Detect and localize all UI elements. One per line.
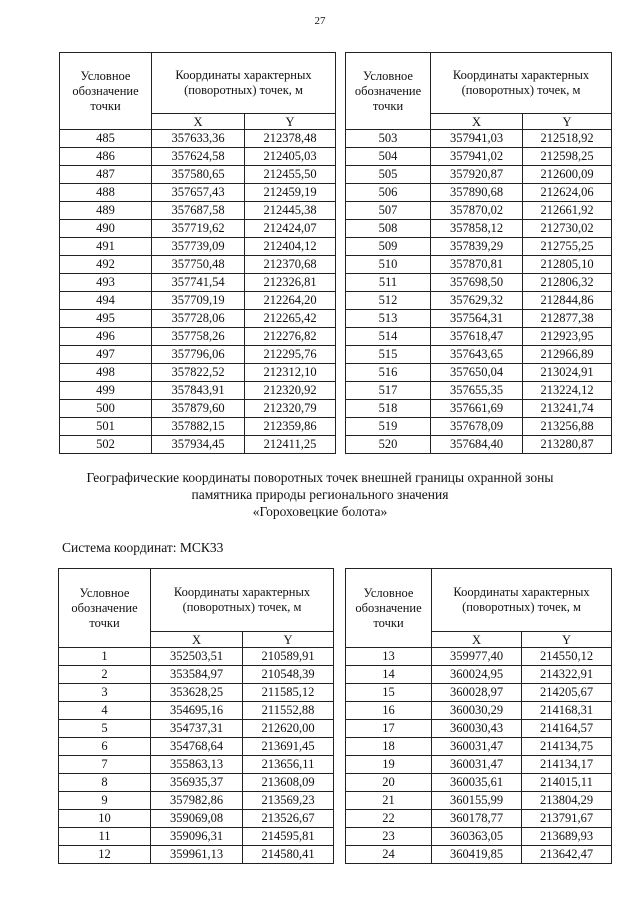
point-id-cell: 24	[346, 846, 432, 864]
y-coordinate-cell: 213224,12	[523, 382, 612, 400]
section-title-line-1: Географические координаты поворотных точек внешней границы охранной зоны	[86, 470, 554, 485]
table-row	[60, 256, 336, 274]
y-coordinate-cell: 212411,25	[245, 436, 336, 454]
header-point-label: Условное обозначение точки	[60, 53, 152, 130]
section-title	[0, 469, 640, 520]
point-id-cell: 7	[59, 756, 151, 774]
y-coordinate-cell: 213024,91	[523, 364, 612, 382]
table-row	[346, 702, 612, 720]
y-coordinate-cell: 212445,38	[245, 202, 336, 220]
x-coordinate-cell: 357709,19	[152, 292, 245, 310]
x-coordinate-cell: 357629,32	[431, 292, 523, 310]
x-coordinate-cell: 357655,35	[431, 382, 523, 400]
table-row	[60, 166, 336, 184]
x-coordinate-cell: 357858,12	[431, 220, 523, 238]
coordinates-table-4	[345, 568, 612, 864]
y-coordinate-cell: 213280,87	[523, 436, 612, 454]
y-coordinate-cell: 213642,47	[522, 846, 612, 864]
table-row	[346, 220, 612, 238]
point-id-cell: 495	[60, 310, 152, 328]
header-x: X	[431, 114, 523, 130]
table-row	[346, 684, 612, 702]
point-id-cell: 503	[346, 130, 431, 148]
y-coordinate-cell: 212730,02	[523, 220, 612, 238]
point-id-cell: 10	[59, 810, 151, 828]
y-coordinate-cell: 212320,92	[245, 382, 336, 400]
x-coordinate-cell: 357870,81	[431, 256, 523, 274]
table-row	[59, 666, 334, 684]
x-coordinate-cell: 357920,87	[431, 166, 523, 184]
point-id-cell: 492	[60, 256, 152, 274]
y-coordinate-cell: 212598,25	[523, 148, 612, 166]
table-row	[60, 274, 336, 292]
point-id-cell: 2	[59, 666, 151, 684]
point-id-cell: 494	[60, 292, 152, 310]
point-id-cell: 485	[60, 130, 152, 148]
table-row	[346, 666, 612, 684]
x-coordinate-cell: 360363,05	[432, 828, 522, 846]
table-row	[346, 292, 612, 310]
header-coords-label: Координаты характерных (поворотных) точек, м	[151, 569, 334, 632]
y-coordinate-cell: 212620,00	[243, 720, 334, 738]
header-y: Y	[243, 632, 334, 648]
point-id-cell: 16	[346, 702, 432, 720]
point-id-cell: 505	[346, 166, 431, 184]
point-id-cell: 487	[60, 166, 152, 184]
y-coordinate-cell: 212424,07	[245, 220, 336, 238]
table-row	[59, 828, 334, 846]
x-coordinate-cell: 360419,85	[432, 846, 522, 864]
x-coordinate-cell: 357758,26	[152, 328, 245, 346]
y-coordinate-cell: 212755,25	[523, 238, 612, 256]
x-coordinate-cell: 357741,54	[152, 274, 245, 292]
point-id-cell: 17	[346, 720, 432, 738]
y-coordinate-cell: 212806,32	[523, 274, 612, 292]
table-row	[346, 184, 612, 202]
table-row	[346, 738, 612, 756]
y-coordinate-cell: 212312,10	[245, 364, 336, 382]
table-row	[59, 684, 334, 702]
y-coordinate-cell: 210589,91	[243, 648, 334, 666]
x-coordinate-cell: 354737,31	[151, 720, 243, 738]
header-point-label: Условное обозначение точки	[346, 569, 432, 648]
point-id-cell: 4	[59, 702, 151, 720]
point-id-cell: 510	[346, 256, 431, 274]
x-coordinate-cell: 360030,43	[432, 720, 522, 738]
x-coordinate-cell: 360024,95	[432, 666, 522, 684]
point-id-cell: 15	[346, 684, 432, 702]
y-coordinate-cell: 211552,88	[243, 702, 334, 720]
x-coordinate-cell: 357941,02	[431, 148, 523, 166]
y-coordinate-cell: 212265,42	[245, 310, 336, 328]
point-id-cell: 517	[346, 382, 431, 400]
x-coordinate-cell: 353628,25	[151, 684, 243, 702]
table-row	[60, 238, 336, 256]
point-id-cell: 497	[60, 346, 152, 364]
point-id-cell: 500	[60, 400, 152, 418]
table-row	[60, 310, 336, 328]
y-coordinate-cell: 213804,29	[522, 792, 612, 810]
point-id-cell: 508	[346, 220, 431, 238]
table-row	[60, 202, 336, 220]
coordinates-table-3	[58, 568, 334, 864]
y-coordinate-cell: 212404,12	[245, 238, 336, 256]
y-coordinate-cell: 214134,17	[522, 756, 612, 774]
point-id-cell: 520	[346, 436, 431, 454]
table-row	[60, 364, 336, 382]
point-id-cell: 504	[346, 148, 431, 166]
section-title-line-3: «Гороховецкие болота»	[252, 504, 388, 519]
x-coordinate-cell: 357719,62	[152, 220, 245, 238]
point-id-cell: 1	[59, 648, 151, 666]
table-row	[59, 774, 334, 792]
x-coordinate-cell: 357739,09	[152, 238, 245, 256]
x-coordinate-cell: 354695,16	[151, 702, 243, 720]
table-row	[59, 738, 334, 756]
header-y: Y	[523, 114, 612, 130]
x-coordinate-cell: 357678,09	[431, 418, 523, 436]
y-coordinate-cell: 214550,12	[522, 648, 612, 666]
point-id-cell: 486	[60, 148, 152, 166]
y-coordinate-cell: 213791,67	[522, 810, 612, 828]
x-coordinate-cell: 357796,06	[152, 346, 245, 364]
point-id-cell: 513	[346, 310, 431, 328]
x-coordinate-cell: 360035,61	[432, 774, 522, 792]
y-coordinate-cell: 213241,74	[523, 400, 612, 418]
x-coordinate-cell: 360155,99	[432, 792, 522, 810]
header-point-label: Условное обозначение точки	[59, 569, 151, 648]
header-y: Y	[522, 632, 612, 648]
header-point-label: Условное обозначение точки	[346, 53, 431, 130]
x-coordinate-cell: 357687,58	[152, 202, 245, 220]
table-row	[60, 148, 336, 166]
table-row	[346, 828, 612, 846]
table-row	[346, 756, 612, 774]
point-id-cell: 490	[60, 220, 152, 238]
y-coordinate-cell: 212320,79	[245, 400, 336, 418]
x-coordinate-cell: 357941,03	[431, 130, 523, 148]
y-coordinate-cell: 212405,03	[245, 148, 336, 166]
x-coordinate-cell: 355863,13	[151, 756, 243, 774]
x-coordinate-cell: 357564,31	[431, 310, 523, 328]
point-id-cell: 501	[60, 418, 152, 436]
point-id-cell: 11	[59, 828, 151, 846]
point-id-cell: 23	[346, 828, 432, 846]
y-coordinate-cell: 212459,19	[245, 184, 336, 202]
x-coordinate-cell: 357657,43	[152, 184, 245, 202]
x-coordinate-cell: 356935,37	[151, 774, 243, 792]
x-coordinate-cell: 359961,13	[151, 846, 243, 864]
x-coordinate-cell: 357650,04	[431, 364, 523, 382]
point-id-cell: 514	[346, 328, 431, 346]
x-coordinate-cell: 357618,47	[431, 328, 523, 346]
coordinate-system: Система координат: МСК33	[62, 540, 224, 555]
y-coordinate-cell: 212359,86	[245, 418, 336, 436]
x-coordinate-cell: 357870,02	[431, 202, 523, 220]
point-id-cell: 6	[59, 738, 151, 756]
table-row	[60, 292, 336, 310]
point-id-cell: 489	[60, 202, 152, 220]
y-coordinate-cell: 212624,06	[523, 184, 612, 202]
table-row	[346, 310, 612, 328]
point-id-cell: 491	[60, 238, 152, 256]
table-row	[60, 220, 336, 238]
point-id-cell: 493	[60, 274, 152, 292]
y-coordinate-cell: 212600,09	[523, 166, 612, 184]
table-row	[346, 792, 612, 810]
y-coordinate-cell: 214164,57	[522, 720, 612, 738]
table-row	[59, 792, 334, 810]
y-coordinate-cell: 212518,92	[523, 130, 612, 148]
x-coordinate-cell: 357728,06	[152, 310, 245, 328]
point-id-cell: 499	[60, 382, 152, 400]
y-coordinate-cell: 212295,76	[245, 346, 336, 364]
header-y: Y	[245, 114, 336, 130]
y-coordinate-cell: 212661,92	[523, 202, 612, 220]
table-row	[60, 400, 336, 418]
y-coordinate-cell: 212966,89	[523, 346, 612, 364]
y-coordinate-cell: 212276,82	[245, 328, 336, 346]
y-coordinate-cell: 212844,86	[523, 292, 612, 310]
header-x: X	[152, 114, 245, 130]
y-coordinate-cell: 214168,31	[522, 702, 612, 720]
header-coords-label: Координаты характерных (поворотных) точек, м	[432, 569, 612, 632]
point-id-cell: 512	[346, 292, 431, 310]
y-coordinate-cell: 214322,91	[522, 666, 612, 684]
x-coordinate-cell: 357822,52	[152, 364, 245, 382]
y-coordinate-cell: 213526,67	[243, 810, 334, 828]
table-row	[60, 382, 336, 400]
y-coordinate-cell: 210548,39	[243, 666, 334, 684]
section-title-line-2: памятника природы регионального значения	[191, 487, 449, 502]
point-id-cell: 18	[346, 738, 432, 756]
y-coordinate-cell: 213691,45	[243, 738, 334, 756]
table-row	[60, 184, 336, 202]
coordinates-table-2	[345, 52, 612, 454]
point-id-cell: 502	[60, 436, 152, 454]
y-coordinate-cell: 212264,20	[245, 292, 336, 310]
y-coordinate-cell: 213656,11	[243, 756, 334, 774]
table-row	[346, 774, 612, 792]
y-coordinate-cell: 213608,09	[243, 774, 334, 792]
table-row	[346, 720, 612, 738]
header-x: X	[432, 632, 522, 648]
y-coordinate-cell: 214015,11	[522, 774, 612, 792]
point-id-cell: 14	[346, 666, 432, 684]
y-coordinate-cell: 212326,81	[245, 274, 336, 292]
point-id-cell: 22	[346, 810, 432, 828]
table-row	[346, 382, 612, 400]
point-id-cell: 516	[346, 364, 431, 382]
y-coordinate-cell: 214580,41	[243, 846, 334, 864]
point-id-cell: 488	[60, 184, 152, 202]
table-row	[59, 756, 334, 774]
x-coordinate-cell: 357580,65	[152, 166, 245, 184]
point-id-cell: 507	[346, 202, 431, 220]
y-coordinate-cell: 214134,75	[522, 738, 612, 756]
x-coordinate-cell: 357934,45	[152, 436, 245, 454]
table-row	[346, 400, 612, 418]
point-id-cell: 8	[59, 774, 151, 792]
x-coordinate-cell: 360178,77	[432, 810, 522, 828]
point-id-cell: 20	[346, 774, 432, 792]
point-id-cell: 5	[59, 720, 151, 738]
table-row	[346, 274, 612, 292]
table-row	[59, 846, 334, 864]
table-row	[346, 130, 612, 148]
x-coordinate-cell: 357624,58	[152, 148, 245, 166]
x-coordinate-cell: 357843,91	[152, 382, 245, 400]
x-coordinate-cell: 357839,29	[431, 238, 523, 256]
table-row	[60, 130, 336, 148]
x-coordinate-cell: 359069,08	[151, 810, 243, 828]
x-coordinate-cell: 360030,29	[432, 702, 522, 720]
point-id-cell: 515	[346, 346, 431, 364]
table-row	[346, 418, 612, 436]
x-coordinate-cell: 357633,36	[152, 130, 245, 148]
point-id-cell: 13	[346, 648, 432, 666]
y-coordinate-cell: 214205,67	[522, 684, 612, 702]
y-coordinate-cell: 212370,68	[245, 256, 336, 274]
page-number: 27	[314, 15, 326, 27]
x-coordinate-cell: 357982,86	[151, 792, 243, 810]
y-coordinate-cell: 212455,50	[245, 166, 336, 184]
header-coords-label: Координаты характерных (поворотных) точек, м	[152, 53, 336, 114]
x-coordinate-cell: 357684,40	[431, 436, 523, 454]
x-coordinate-cell: 357750,48	[152, 256, 245, 274]
x-coordinate-cell: 353584,97	[151, 666, 243, 684]
table-row	[346, 346, 612, 364]
x-coordinate-cell: 357661,69	[431, 400, 523, 418]
point-id-cell: 496	[60, 328, 152, 346]
header-coords-label: Координаты характерных (поворотных) точек, м	[431, 53, 612, 114]
x-coordinate-cell: 360028,97	[432, 684, 522, 702]
table-row	[346, 238, 612, 256]
point-id-cell: 509	[346, 238, 431, 256]
y-coordinate-cell: 212805,10	[523, 256, 612, 274]
y-coordinate-cell: 213689,93	[522, 828, 612, 846]
x-coordinate-cell: 352503,51	[151, 648, 243, 666]
table-row	[346, 810, 612, 828]
y-coordinate-cell: 213256,88	[523, 418, 612, 436]
x-coordinate-cell: 360031,47	[432, 738, 522, 756]
table-row	[59, 702, 334, 720]
table-row	[60, 328, 336, 346]
table-row	[346, 648, 612, 666]
header-x: X	[151, 632, 243, 648]
y-coordinate-cell: 211585,12	[243, 684, 334, 702]
table-row	[59, 810, 334, 828]
y-coordinate-cell: 214595,81	[243, 828, 334, 846]
table-row	[60, 436, 336, 454]
point-id-cell: 498	[60, 364, 152, 382]
table-row	[346, 256, 612, 274]
x-coordinate-cell: 354768,64	[151, 738, 243, 756]
y-coordinate-cell: 212923,95	[523, 328, 612, 346]
point-id-cell: 19	[346, 756, 432, 774]
x-coordinate-cell: 359096,31	[151, 828, 243, 846]
table-row	[346, 148, 612, 166]
table-row	[346, 202, 612, 220]
point-id-cell: 519	[346, 418, 431, 436]
point-id-cell: 506	[346, 184, 431, 202]
y-coordinate-cell: 212877,38	[523, 310, 612, 328]
point-id-cell: 518	[346, 400, 431, 418]
coordinates-table-1	[59, 52, 336, 454]
y-coordinate-cell: 212378,48	[245, 130, 336, 148]
x-coordinate-cell: 359977,40	[432, 648, 522, 666]
point-id-cell: 12	[59, 846, 151, 864]
y-coordinate-cell: 213569,23	[243, 792, 334, 810]
x-coordinate-cell: 357643,65	[431, 346, 523, 364]
table-row	[346, 436, 612, 454]
table-row	[346, 846, 612, 864]
point-id-cell: 511	[346, 274, 431, 292]
x-coordinate-cell: 357698,50	[431, 274, 523, 292]
table-row	[346, 166, 612, 184]
x-coordinate-cell: 357882,15	[152, 418, 245, 436]
table-row	[59, 720, 334, 738]
table-row	[60, 418, 336, 436]
table-row	[346, 328, 612, 346]
table-row	[346, 364, 612, 382]
point-id-cell: 21	[346, 792, 432, 810]
table-row	[60, 346, 336, 364]
point-id-cell: 3	[59, 684, 151, 702]
table-row	[59, 648, 334, 666]
x-coordinate-cell: 357879,60	[152, 400, 245, 418]
x-coordinate-cell: 357890,68	[431, 184, 523, 202]
point-id-cell: 9	[59, 792, 151, 810]
x-coordinate-cell: 360031,47	[432, 756, 522, 774]
